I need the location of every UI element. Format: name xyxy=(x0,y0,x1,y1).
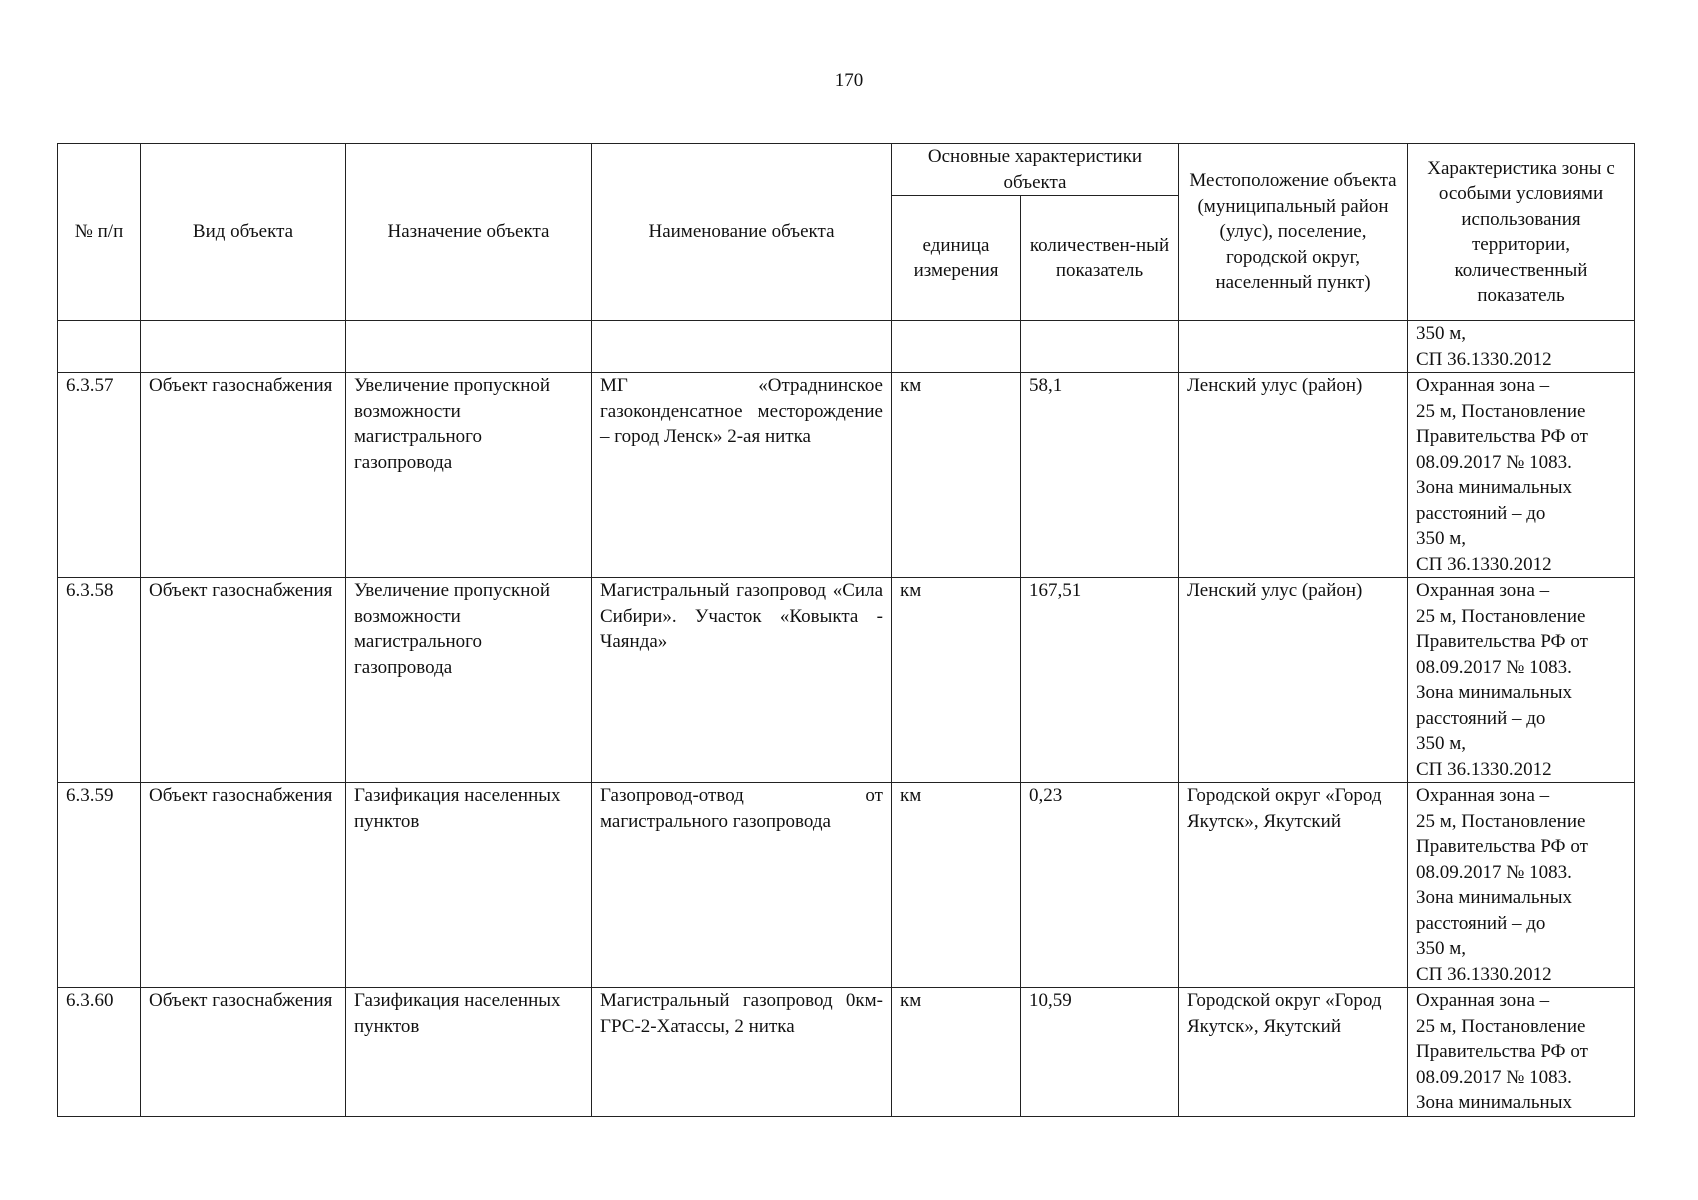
zone-line: расстояний – до xyxy=(1416,502,1546,524)
cell-quantity: 58,1 xyxy=(1021,373,1179,578)
zone-line: Правительства РФ от xyxy=(1416,1041,1588,1062)
zone-line: Зона минимальных xyxy=(1416,477,1572,498)
zone-line: 25 м, Постановление xyxy=(1416,400,1586,422)
cell-location: Ленский улус (район) xyxy=(1179,373,1408,578)
zone-line: 08.09.2017 № 1083. xyxy=(1416,656,1572,678)
zone-line: СП 36.1330.2012 xyxy=(1416,348,1552,370)
zone-line: 08.09.2017 № 1083. xyxy=(1416,861,1572,883)
table-row xyxy=(58,373,1635,578)
cell-quantity: 167,51 xyxy=(1021,578,1179,783)
cell-empty xyxy=(892,321,1021,373)
cell-purpose: Увеличение пропускной возможности магистрального газопровода xyxy=(346,373,592,578)
cell-empty xyxy=(58,321,141,373)
zone-line: Зона минимальных xyxy=(1416,682,1572,703)
zone-line: Охранная зона – xyxy=(1416,785,1550,806)
cell-unit: км xyxy=(892,373,1021,578)
zone-line: СП 36.1330.2012 xyxy=(1416,758,1552,780)
zone-line: Охранная зона – xyxy=(1416,990,1550,1011)
zone-line: 350 м, xyxy=(1416,528,1467,549)
cell-empty xyxy=(346,321,592,373)
cell-kind: Объект газоснабжения xyxy=(141,373,346,578)
table-row xyxy=(58,783,1635,988)
zone-line: 350 м, xyxy=(1416,938,1467,959)
header-zone: Характеристика зоны с особыми условиями использования территории, количественный показатель xyxy=(1408,144,1635,321)
cell-num: 6.3.60 xyxy=(58,988,141,1117)
cell-zone xyxy=(1408,783,1635,988)
zone-line: 350 м, xyxy=(1416,733,1467,754)
table-row-continuation xyxy=(58,321,1635,373)
cell-purpose: Газификация населенных пунктов xyxy=(346,783,592,988)
header-unit: единица измерения xyxy=(892,196,1021,321)
page-number: 170 xyxy=(834,70,864,91)
cell-location: Ленский улус (район) xyxy=(1179,578,1408,783)
header-main-characteristics: Основные характеристики объекта xyxy=(892,144,1179,196)
zone-line: СП 36.1330.2012 xyxy=(1416,963,1552,985)
cell-empty xyxy=(1021,321,1179,373)
zone-line: Охранная зона – xyxy=(1416,375,1550,396)
cell-num: 6.3.58 xyxy=(58,578,141,783)
cell-zone xyxy=(1408,988,1635,1117)
cell-empty xyxy=(592,321,892,373)
cell-kind: Объект газоснабжения xyxy=(141,988,346,1117)
cell-num: 6.3.59 xyxy=(58,783,141,988)
header-purpose: Назначение объекта xyxy=(346,144,592,321)
cell-name: МГ «Отраднинское газоконденсатное месторождение – город Ленск» 2-ая нитка xyxy=(592,373,892,578)
cell-empty xyxy=(1179,321,1408,373)
cell-quantity: 10,59 xyxy=(1021,988,1179,1117)
zone-line: 25 м, Постановление xyxy=(1416,605,1586,627)
cell-location: Городской округ «Город Якутск», Якутский xyxy=(1179,783,1408,988)
table-row xyxy=(58,988,1635,1117)
zone-line: 25 м, Постановление xyxy=(1416,810,1586,832)
zone-line: 350 м, xyxy=(1416,323,1467,344)
cell-num: 6.3.57 xyxy=(58,373,141,578)
cell-kind: Объект газоснабжения xyxy=(141,578,346,783)
cell-unit: км xyxy=(892,578,1021,783)
header-location: Местоположение объекта (муниципальный район (улус), поселение, городской округ, населенный пункт) xyxy=(1179,144,1408,321)
zone-line: Зона минимальных xyxy=(1416,887,1572,908)
cell-name: Магистральный газопровод 0км-ГРС-2-Хатассы, 2 нитка xyxy=(592,988,892,1117)
table-row xyxy=(58,578,1635,783)
header-num: № п/п xyxy=(58,144,141,321)
cell-empty xyxy=(141,321,346,373)
zone-line: Правительства РФ от xyxy=(1416,836,1588,857)
cell-purpose: Увеличение пропускной возможности магистрального газопровода xyxy=(346,578,592,783)
cell-name: Магистральный газопровод «Сила Сибири». Участок «Ковыкта - Чаянда» xyxy=(592,578,892,783)
zone-line: расстояний – до xyxy=(1416,912,1546,934)
cell-name: Газопровод-отвод от магистрального газопровода xyxy=(592,783,892,988)
cell-quantity: 0,23 xyxy=(1021,783,1179,988)
cell-zone xyxy=(1408,578,1635,783)
cell-unit: км xyxy=(892,988,1021,1117)
zone-line: Охранная зона – xyxy=(1416,580,1550,601)
cell-zone xyxy=(1408,321,1635,373)
zone-line: СП 36.1330.2012 xyxy=(1416,553,1552,575)
cell-zone xyxy=(1408,373,1635,578)
zone-line: расстояний – до xyxy=(1416,707,1546,729)
zone-line: 25 м, Постановление xyxy=(1416,1015,1586,1037)
zone-line: Правительства РФ от xyxy=(1416,631,1588,652)
zone-line: Зона минимальных xyxy=(1416,1092,1572,1113)
header-quantity: количествен-ный показатель xyxy=(1021,196,1179,321)
zone-line: Правительства РФ от xyxy=(1416,426,1588,447)
header-name: Наименование объекта xyxy=(592,144,892,321)
table-header xyxy=(58,144,1635,321)
objects-table xyxy=(57,143,1635,1117)
zone-line: 08.09.2017 № 1083. xyxy=(1416,451,1572,473)
zone-line: 08.09.2017 № 1083. xyxy=(1416,1066,1572,1088)
cell-purpose: Газификация населенных пунктов xyxy=(346,988,592,1117)
cell-unit: км xyxy=(892,783,1021,988)
table-body xyxy=(58,321,1635,1117)
header-kind: Вид объекта xyxy=(141,144,346,321)
cell-kind: Объект газоснабжения xyxy=(141,783,346,988)
cell-location: Городской округ «Город Якутск», Якутский xyxy=(1179,988,1408,1117)
